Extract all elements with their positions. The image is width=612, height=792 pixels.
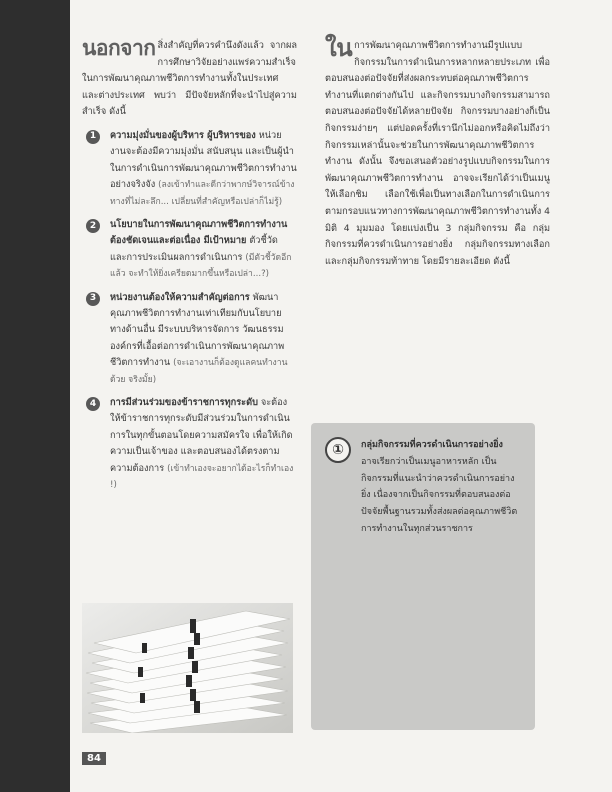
intro-lead-word: นอกจาก <box>82 36 156 60</box>
point-number-3: 3 <box>86 292 100 306</box>
activity-group-text <box>361 437 521 538</box>
right-lead-word: ใน <box>325 34 353 62</box>
circled-number: ① <box>325 437 351 463</box>
paper-stack-illustration <box>82 603 293 733</box>
right-paragraph <box>325 34 550 270</box>
intro-paragraph <box>82 38 297 121</box>
point-number-4: 4 <box>86 397 100 411</box>
page-number: 84 <box>82 752 106 765</box>
point-1-text: หน่วยงานจะต้องมีความมุ่งมั่น สนับสนุน และเป็นผู้นำในการดำเนินการพัฒนาคุณภาพชีวิตการทำงานอย่างจริงจัง <box>110 129 297 191</box>
activity-group-box <box>311 423 535 730</box>
point-1 <box>82 128 297 210</box>
point-3 <box>82 290 297 388</box>
point-2-note: (มีตัวชี้วัดอีกแล้ว จะทำให้ยิ่งเครียดมากขึ้นหรือเปล่า...?) <box>110 252 292 280</box>
activity-group-content <box>325 437 521 538</box>
activity-group-description: อาจเรียกว่าเป็นเมนูอาหารหลัก เป็นกิจกรรมที่แนะนำว่าควรดำเนินการอย่างยิ่ง เนื่องจากเป็นกิจกรรมที่ตอบสนองต่อปัจจัยพื้นฐานรวมทั้งส่งผลต่อคุณภาพชีวิตการทำงานในทุกส่วนราชการ <box>361 456 518 534</box>
point-1-note: (ลงเข้าทำและดีกว่าพากษ์วิจารณ์ข้างทางที่ไม่ละลึก... เปลี่ยนที่สำคัญหรือเปล่าก็ไม่รู้) <box>110 180 295 207</box>
point-1-heading: ความมุ่งมั่นของผู้บริหาร ผู้บริหารของ <box>110 129 256 141</box>
right-text: การพัฒนาคุณภาพชีวิตการทำงานมีรูปแบบกิจกรรมในการดำเนินการหลากหลายประเภท เพื่อตอบสนองต่อปัจจัยที่ส่งผลกระทบต่อคุณภาพชีวิตการทำงานที่แตกต่างกันไป และกิจกรรมบางกิจกรรมสามารถตอบสนองต่อปัจจัยได้หลายปัจจัย กิจกรรมบางอย่างก็เป็นกิจกรรมง่ายๆ แต่ปอดครั้งที่เรานึกไม่ออกหรือคิดไม่ถึงว่ากิจกรรมเหล่านั้นจะช่วยในการพัฒนาคุณภาพชีวิตการทำงาน ดังนั้น จึงขอเสนอตัวอย่างรูปแบบกิจกรรมในการพัฒนาคุณภาพชีวิตการทำงาน อาจจะเรียกได้ว่าเป็นเมนูให้เลือกชิม เลือกใช้เพื่อเป็นทางเลือกในการดำเนินการตามกรอบแนวทางการพัฒนาคุณภาพชีวิตการทำงานทั้ง 4 มิติ 4 มุมมอง โดยแบ่งเป็น 3 กลุ่มกิจกรรม คือ กลุ่มกิจกรรมที่ควรดำเนินการอย่างยิ่ง กลุ่มกิจกรรมทางเลือก และกลุ่มกิจกรรมท้าทาย โดยมีรายละเอียด ดังนี้ <box>325 40 550 267</box>
left-column <box>82 38 297 494</box>
point-2-heading: นโยบายในการพัฒนาคุณภาพชีวิตการทำงานต้องชัดเจนและต่อเนื่อง มีเป้าหมาย <box>110 219 288 247</box>
page-edge-shadow <box>0 0 70 792</box>
right-column <box>325 34 550 270</box>
point-2-text: ตัวชี้วัด และการประเมินผลการดำเนินการ <box>110 235 278 263</box>
point-4-heading: การมีส่วนร่วมของข้าราชการทุกระดับ <box>110 397 258 409</box>
point-3-note: (จะเอางานก็ต้องดูแลคนทำงานด้วย จริงมั้ย) <box>110 358 288 385</box>
point-number-2: 2 <box>86 219 100 233</box>
point-2 <box>82 217 297 283</box>
point-3-text: พัฒนาคุณภาพชีวิตการทำงานเท่าเทียมกับนโยบายทางด้านอื่น มีระบบบริหารจัดการ วัฒนธรรมองค์กรที่เอื้อต่อการดำเนินการพัฒนาคุณภาพชีวิตการทำงาน <box>110 291 285 369</box>
point-4-text: จะต้องให้ข้าราชการทุกระดับมีส่วนร่วมในการดำเนินการในทุกขั้นตอนโดยความสมัครใจ เพื่อให้เกิดความเป็นเจ้าของ และตอบสนองได้ตรงตามความต้องการ <box>110 397 293 474</box>
point-3-heading: หน่วยงานต้องให้ความสำคัญต่อการ <box>110 291 250 303</box>
point-number-1: 1 <box>86 130 100 144</box>
point-4-note: (เข้าทำเองจะอยากได้อะไรก็ทำเอง !) <box>110 463 294 491</box>
point-4 <box>82 395 297 493</box>
intro-text: สิ่งสำคัญที่ควรคำนึงดังแล้ว จากผลการศึกษาวิจัยอย่างแพร่ความสำเร็จในการพัฒนาคุณภาพชีวิตการทำงานทั้งในประเทศ และต่างประเทศ พบว่า มีปัจจัยหลักที่จะนำไปสู่ความสำเร็จ ดังนี้ <box>82 40 297 118</box>
stacked-documents-photo <box>82 603 293 733</box>
activity-group-heading: กลุ่มกิจกรรมที่ควรดำเนินการอย่างยิ่ง <box>361 440 503 450</box>
